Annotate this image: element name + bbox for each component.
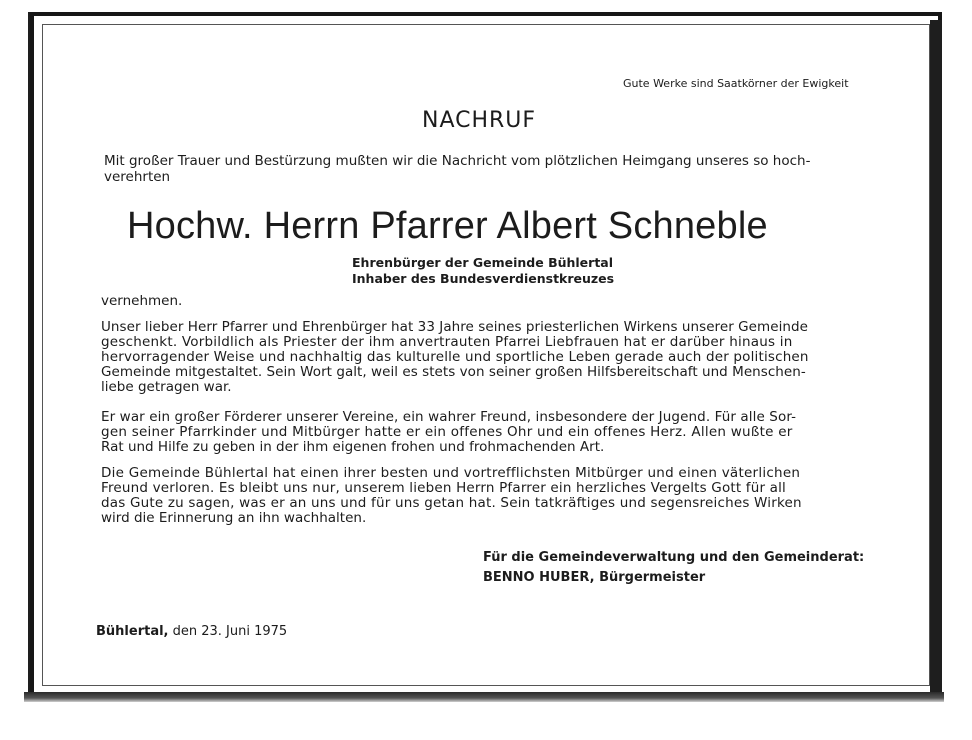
date: den 23. Juni 1975 (172, 624, 288, 639)
honor-line: Inhaber des Bundesverdienstkreuzes (352, 271, 615, 286)
paragraph-line: Gemeinde mitgestaltet. Sein Wort galt, weil es stets von seiner großen Hilfsbereitschaft und Menschen- (101, 364, 806, 380)
deceased-name: Hochw. Herrn Pfarrer Albert Schneble (127, 205, 768, 247)
signature-name: BENNO HUBER, Bürgermeister (483, 570, 706, 585)
paragraph-line: Unser lieber Herr Pfarrer und Ehrenbürger hat 33 Jahre seines priesterlichen Wirkens unserer Gemeinde (101, 319, 808, 335)
place: Bühlertal, (96, 624, 169, 639)
frame-bottom-edge (24, 692, 944, 702)
intro-line: verehrten (104, 169, 171, 185)
motto: Gute Werke sind Saatkörner der Ewigkeit (623, 77, 849, 90)
signature-organization: Für die Gemeindeverwaltung und den Gemeinderat: (483, 550, 865, 565)
paragraph-line: das Gute zu sagen, was er an uns und für uns getan hat. Sein tatkräftiges und segensreiches Wirken (101, 495, 802, 511)
intro-line: Mit großer Trauer und Bestürzung mußten wir die Nachricht vom plötzlichen Heimgang unseres so hoch- (104, 153, 811, 169)
honor-line: Ehrenbürger der Gemeinde Bühlertal (352, 255, 614, 270)
paragraph-line: gen seiner Pfarrkinder und Mitbürger hatte er ein offenes Ohr und ein offenes Herz. Allen wußte er (101, 424, 793, 440)
place-date (96, 624, 287, 639)
continuation-text: vernehmen. (101, 293, 183, 309)
paragraph-line: Rat und Hilfe zu geben in der ihm eigenen frohen und frohmachenden Art. (101, 439, 605, 455)
paragraph-line: hervorragender Weise und nachhaltig das kulturelle und sportliche Leben gerade auch der politischen (101, 349, 809, 365)
paragraph-line: Freund verloren. Es bleibt uns nur, unserem lieben Herrn Pfarrer ein herzliches Vergelts Gott für all (101, 480, 786, 496)
paragraph-line: Die Gemeinde Bühlertal hat einen ihrer besten und vortrefflichsten Mitbürger und einen väterlichen (101, 465, 801, 481)
frame-right-edge (930, 20, 942, 695)
heading: NACHRUF (422, 108, 537, 133)
paragraph-line: Er war ein großer Förderer unserer Vereine, ein wahrer Freund, insbesondere der Jugend. Für alle Sor- (101, 409, 797, 425)
paragraph-line: liebe getragen war. (101, 379, 232, 395)
paragraph-line: geschenkt. Vorbildlich als Priester der ihm anvertrauten Pfarrei Liebfrauen hat er darüber hinaus in (101, 334, 793, 350)
paragraph-line: wird die Erinnerung an ihn wachhalten. (101, 510, 367, 526)
